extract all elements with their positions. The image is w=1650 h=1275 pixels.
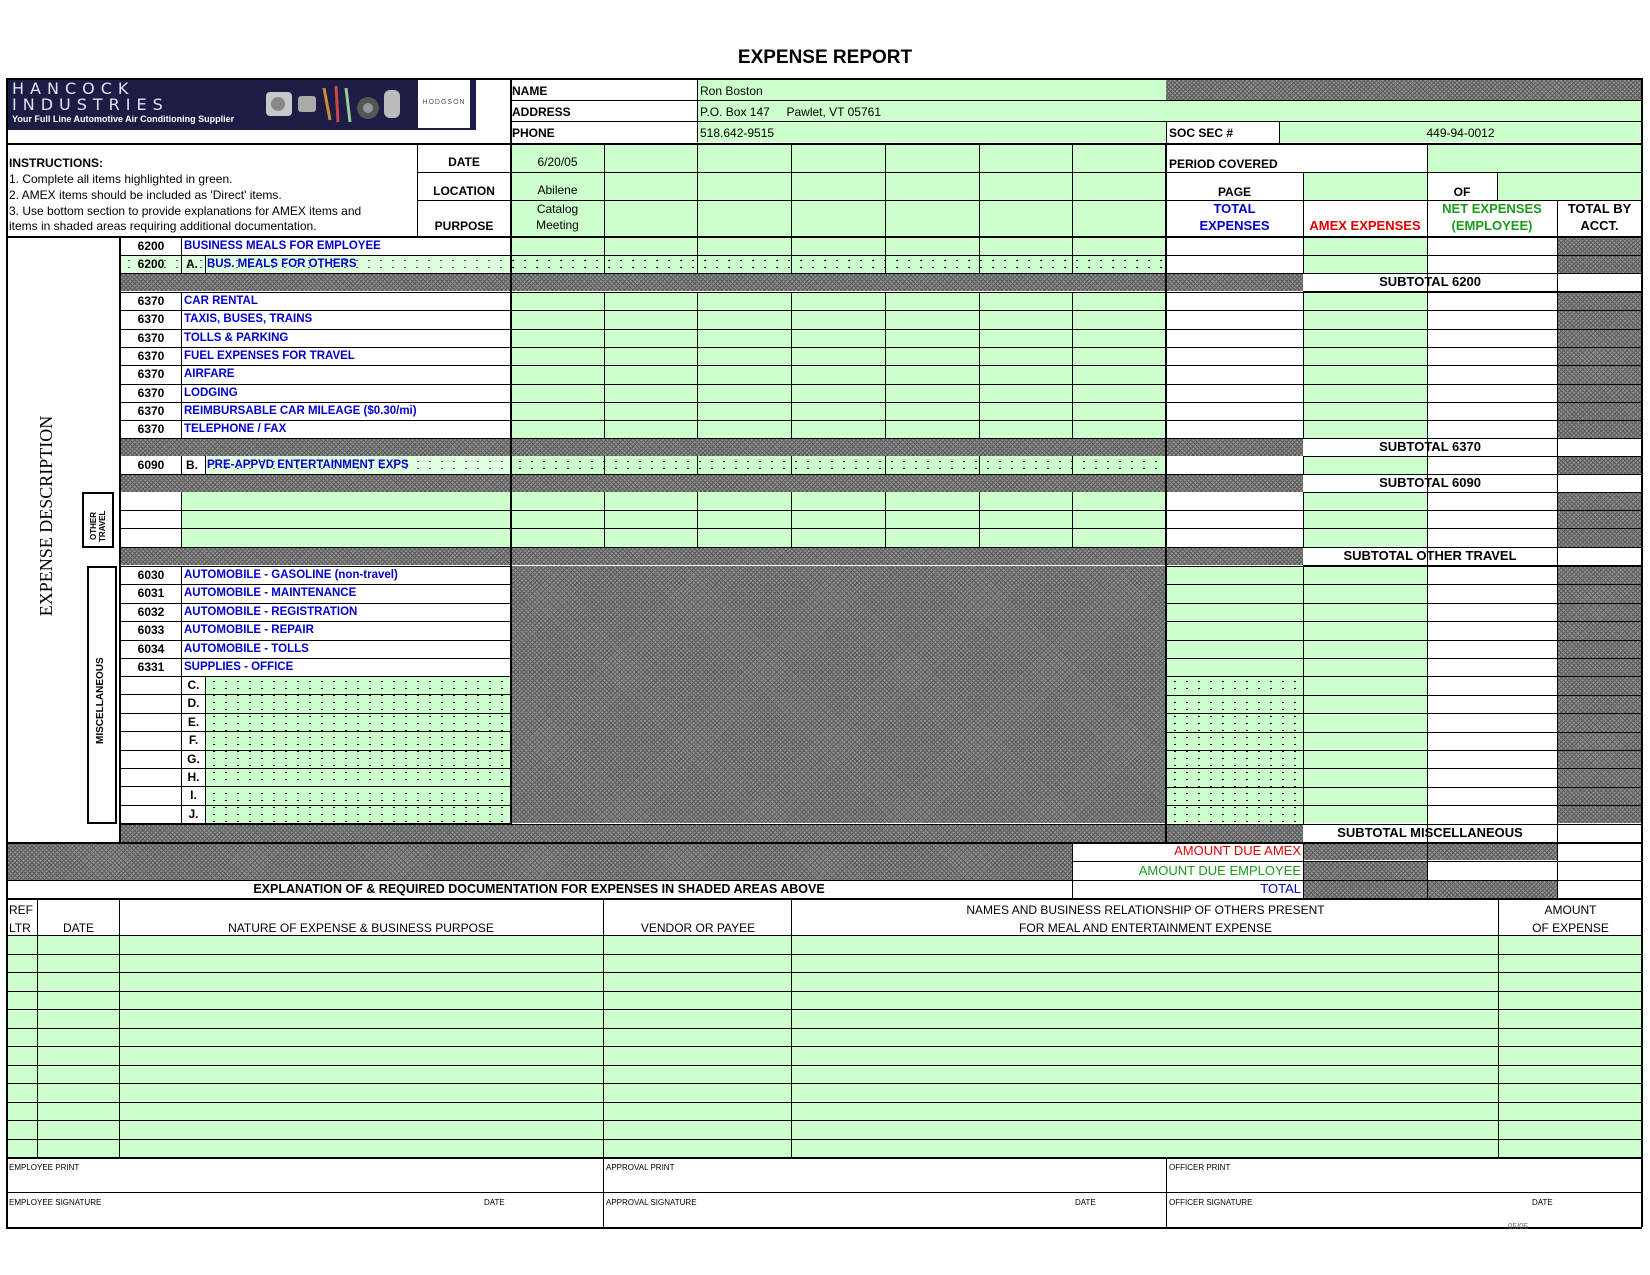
expense-label: PRE-APPVD ENTERTAINMENT EXPS [207, 459, 409, 471]
instruction-4: items in shaded areas requiring additional documentation. [9, 219, 317, 233]
col-acct-2: ACCT. [1580, 218, 1619, 233]
subtotal-6090: SUBTOTAL 6090 [1379, 475, 1481, 490]
amount-label-2: OF EXPENSE [1532, 921, 1609, 935]
entertainment-amex[interactable] [1303, 456, 1427, 474]
expense-description-label: EXPENSE DESCRIPTION [36, 415, 56, 617]
account-code: 6331 [137, 660, 165, 674]
subtotal-6370-shade [120, 438, 1303, 456]
account-code: 6370 [137, 367, 165, 382]
amount-label-1: AMOUNT [1544, 903, 1597, 917]
names-label-1: NAMES AND BUSINESS RELATIONSHIP OF OTHERS PRESENT [966, 903, 1325, 917]
account-code: 6200 [137, 239, 165, 253]
expense-label: AUTOMOBILE - MAINTENANCE [184, 587, 357, 600]
account-code: 6370 [137, 294, 165, 308]
exp-date-label: DATE [62, 921, 95, 935]
expense-label: BUSINESS MEALS FOR EMPLOYEE [184, 240, 381, 252]
employee-signature-label: EMPLOYEE SIGNATURE [9, 1198, 102, 1207]
row-letter: G. [187, 751, 200, 766]
other-travel-label-1: OTHER [89, 512, 98, 540]
row-letter: C. [187, 678, 200, 692]
account-code: 6030 [137, 568, 165, 582]
account-code: 6370 [137, 422, 165, 437]
logo-line1: HANCOCK [12, 79, 135, 98]
logo-tagline: Your Full Line Automotive Air Conditioning Supplier [12, 114, 235, 124]
hodgson-text: HODGSON [422, 99, 466, 106]
instructions-title: INSTRUCTIONS: [9, 156, 103, 170]
company-logo [6, 78, 476, 130]
logo-line2: INDUSTRIES [12, 95, 169, 114]
other-travel-amex[interactable] [1303, 492, 1427, 547]
expense-label: AUTOMOBILE - GASOLINE (non-travel) [184, 569, 398, 581]
nature-label: NATURE OF EXPENSE & BUSINESS PURPOSE [228, 921, 494, 935]
expense-label: CAR RENTAL [184, 295, 258, 307]
col-acct-1: TOTAL BY [1567, 201, 1632, 216]
subtotal-other-travel: SUBTOTAL OTHER TRAVEL [1343, 548, 1517, 563]
employee-date-label: DATE [484, 1198, 505, 1207]
col-net-2: (EMPLOYEE) [1451, 218, 1533, 233]
ref-label-2: LTR [9, 921, 31, 935]
page-label: PAGE [1217, 185, 1252, 199]
row-letter: F. [188, 733, 199, 748]
row-letter: D. [187, 696, 200, 711]
officer-signature-label: OFFICER SIGNATURE [1169, 1198, 1253, 1207]
name-field[interactable] [697, 80, 1166, 100]
other-travel-box [82, 492, 114, 548]
expense-label: AUTOMOBILE - REGISTRATION [184, 605, 358, 618]
totals-shade [6, 843, 1072, 880]
period-field[interactable] [1427, 144, 1642, 172]
subtotal-6200-shade [120, 273, 1303, 291]
approval-print-label: APPROVAL PRINT [606, 1163, 675, 1172]
misc-box [87, 566, 117, 824]
total-shade [1303, 881, 1557, 898]
account-code: 6033 [137, 623, 165, 638]
expense-label: TAXIS, BUSES, TRAINS [184, 313, 313, 326]
expense-label: TOLLS & PARKING [184, 331, 289, 344]
trip-location-1[interactable]: Abilene [537, 183, 578, 197]
account-code: 6370 [137, 403, 165, 418]
phone-value: 518.642-9515 [700, 126, 775, 140]
report-title: EXPENSE REPORT [737, 47, 913, 68]
account-code: 6090 [137, 458, 165, 472]
employee-print-label: EMPLOYEE PRINT [9, 1163, 80, 1172]
form-code: 05/05 [1508, 1222, 1529, 1231]
col-net-1: NET EXPENSES [1442, 201, 1542, 216]
row-letter: E. [187, 714, 200, 729]
account-code: 6200 [137, 257, 165, 271]
phone-label: PHONE [512, 126, 555, 140]
subtotal-6200: SUBTOTAL 6200 [1379, 274, 1481, 289]
row-letter: A. [186, 257, 198, 271]
of-label: OF [1453, 185, 1471, 199]
name-shaded [1166, 80, 1642, 100]
expense-label: FUEL EXPENSES FOR TRAVEL [184, 349, 355, 362]
expense-label: AUTOMOBILE - TOLLS [184, 642, 309, 655]
account-code: 6370 [137, 312, 165, 327]
amount-due-amex: AMOUNT DUE AMEX [1174, 843, 1301, 858]
vendor-label: VENDOR OR PAYEE [640, 921, 756, 935]
other-travel-acct-shade [1557, 492, 1642, 547]
trip-purpose-1a[interactable]: Catalog [536, 202, 579, 216]
of-field[interactable] [1497, 172, 1642, 200]
expense-label: TELEPHONE / FAX [184, 423, 287, 436]
period-label: PERIOD COVERED [1169, 157, 1278, 171]
amex-due-shade [1303, 843, 1557, 860]
instruction-2: 2. AMEX items should be included as 'Direct' items. [9, 188, 282, 202]
account-code: 6031 [137, 586, 165, 601]
explanation-title: EXPLANATION OF & REQUIRED DOCUMENTATION FOR EXPENSES IN SHADED AREAS ABOVE [253, 882, 825, 896]
account-code: 6370 [137, 385, 165, 400]
meals-employee-days[interactable] [511, 237, 1165, 255]
officer-print-label: OFFICER PRINT [1169, 1163, 1231, 1172]
trip-purpose-1b[interactable]: Meeting [536, 218, 579, 232]
row-letter: H. [187, 770, 200, 784]
employee-due-shade [1303, 861, 1427, 880]
hodgson-badge [418, 80, 470, 128]
ref-label-1: REF [9, 903, 33, 917]
misc-shade [511, 566, 1165, 823]
col-amex: AMEX EXPENSES [1309, 218, 1421, 233]
address-label: ADDRESS [512, 105, 571, 119]
misc-label: MISCELLANEOUS [95, 657, 106, 744]
entertainment-acct-shade [1557, 456, 1642, 474]
expense-label: AIRFARE [184, 368, 235, 381]
approval-signature-label: APPROVAL SIGNATURE [606, 1198, 697, 1207]
subtotal-misc: SUBTOTAL MISCELLANEOUS [1337, 825, 1523, 840]
officer-date-label: DATE [1532, 1198, 1553, 1207]
purpose-label: PURPOSE [434, 219, 494, 233]
trip-date-1[interactable]: 6/20/05 [537, 155, 578, 169]
col-total-2: EXPENSES [1199, 218, 1270, 233]
row-letter: I. [190, 788, 197, 803]
approval-date-label: DATE [1075, 1198, 1096, 1207]
expense-label: SUPPLIES - OFFICE [184, 661, 294, 673]
address-value: P.O. Box 147 Pawlet, VT 05761 [700, 105, 882, 119]
name-value: Ron Boston [700, 84, 763, 98]
instruction-3: 3. Use bottom section to provide explanations for AMEX items and [9, 204, 362, 218]
subtotal-6370: SUBTOTAL 6370 [1379, 439, 1481, 454]
account-code: 6370 [137, 348, 165, 363]
names-label-2: FOR MEAL AND ENTERTAINMENT EXPENSE [1019, 921, 1272, 935]
account-code: 6032 [137, 604, 165, 619]
trip-grid[interactable] [511, 144, 1165, 236]
account-code: 6370 [137, 330, 165, 345]
instruction-1: 1. Complete all items highlighted in green. [9, 172, 233, 186]
subtotal-misc-shade [120, 824, 1303, 842]
ssn-label: SOC SEC # [1169, 126, 1234, 140]
expense-label: REIMBURSABLE CAR MILEAGE ($0.30/mi) [184, 404, 417, 417]
location-label: LOCATION [433, 184, 495, 198]
date-label: DATE [448, 155, 480, 169]
subtotal-other-shade [120, 547, 1303, 565]
subtotal-6090-shade [120, 474, 1303, 492]
page-field[interactable] [1303, 172, 1427, 200]
row-letter: B. [186, 458, 198, 472]
amount-due-employee: AMOUNT DUE EMPLOYEE [1138, 863, 1301, 878]
other-travel-days[interactable] [182, 492, 1165, 547]
account-code: 6034 [137, 641, 165, 656]
auto-parts-graphic [258, 80, 418, 128]
expense-label: BUS. MEALS FOR OTHERS [207, 258, 357, 270]
expense-label: AUTOMOBILE - REPAIR [184, 624, 314, 637]
other-travel-label-2: TRAVEL [98, 510, 107, 542]
col-total-1: TOTAL [1213, 201, 1256, 216]
expense-label: LODGING [184, 386, 238, 399]
name-label: NAME [512, 84, 548, 98]
total-label: TOTAL [1260, 881, 1301, 896]
ssn-value: 449-94-0012 [1426, 126, 1495, 140]
entertainment-days[interactable] [511, 456, 1165, 474]
row-letter: J. [188, 806, 199, 821]
